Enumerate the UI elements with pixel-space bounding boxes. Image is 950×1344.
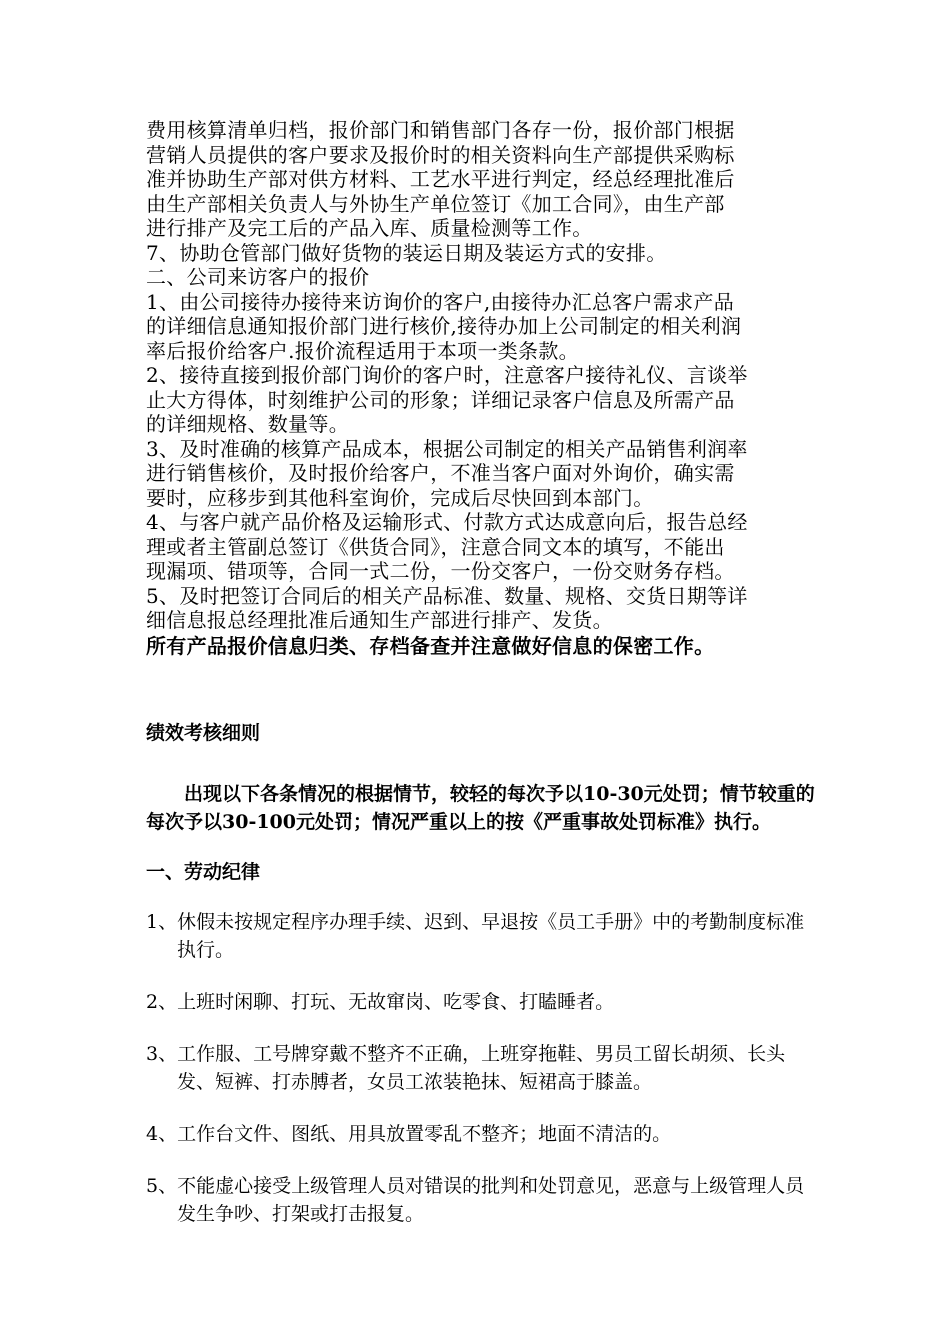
rule-item: 5、不能虚心接受上级管理人员对错误的批判和处罚意见，恶意与上级管理人员发生争吵、打架或打击报复。 [146, 1175, 805, 1225]
text-line: 要时，应移步到其他科室询价，完成后尽快回到本部门。 [146, 485, 654, 510]
rule-item: 2、上班时闲聊、打玩、无故窜岗、吃零食、打瞌睡者。 [146, 991, 615, 1013]
document-page [146, 118, 818, 1225]
section-heading: 二、公司来访客户的报价 [146, 265, 370, 289]
text-line: 细信息报总经理批准后通知生产部进行排产、发货。 [146, 608, 613, 632]
assessment-heading: 绩效考核细则 [146, 722, 261, 744]
text-line: 5、及时把签订合同后的相关产品标准、数量、规格、交货日期等详 [146, 583, 748, 608]
text-line: 的详细信息通知报价部门进行核价,接待办加上公司制定的相关利润 [146, 314, 742, 338]
text-line: 2、接待直接到报价部门询价的客户时，注意客户接待礼仪、言谈举 [146, 363, 748, 387]
confidentiality-note: 所有产品报价信息归类、存档备查并注意做好信息的保密工作。 [146, 633, 715, 658]
text-line: 进行销售核价，及时报价给客户，不准当客户面对外询价，确实需 [146, 461, 735, 485]
text-line: 1、由公司接待办接待来访询价的客户,由接待办汇总客户需求产品 [146, 289, 735, 314]
rule-item: 3、工作服、工号牌穿戴不整齐不正确，上班穿拖鞋、男员工留长胡须、长头发、短裤、打赤膊者，女员工浓装艳抹、短裙高于膝盖。 [146, 1043, 786, 1093]
rule-item: 1、休假未按规定程序办理手续、迟到、早退按《员工手册》中的考勤制度标准执行。 [146, 911, 805, 961]
text-line: 3、及时准确的核算产品成本，根据公司制定的相关产品销售利润率 [146, 436, 748, 461]
text-line: 进行排产及完工后的产品入库、质量检测等工作。 [146, 216, 593, 240]
text-line: 理或者主管副总签订《供货合同》，注意合同文本的填写，不能出 [146, 534, 725, 559]
text-line: 费用核算清单归档，报价部门和销售部门各存一份，报价部门根据 [146, 118, 735, 142]
text-line: 现漏项、错项等，合同一式二份，一份交客户，一份交财务存档。 [146, 559, 735, 583]
text-line: 的详细规格、数量等。 [146, 412, 349, 436]
rule-item: 4、工作台文件、图纸、用具放置零乱不整齐；地面不清洁的。 [146, 1123, 672, 1145]
text-line: 率后报价给客户.报价流程适用于本项一类条款。 [146, 338, 579, 363]
text-line: 7、协助仓管部门做好货物的装运日期及装运方式的安排。 [146, 240, 667, 265]
text-line: 4、与客户就产品价格及运输形式、付款方式达成意向后，报告总经 [146, 510, 748, 534]
text-line: 准并协助生产部对供方材料、工艺水平进行判定，经总经理批准后 [146, 167, 735, 191]
labor-discipline-title: 一、劳动纪律 [146, 861, 261, 883]
text-line: 营销人员提供的客户要求及报价时的相关资料向生产部提供采购标 [146, 142, 735, 167]
text-line: 由生产部相关负责人与外协生产单位签订《加工合同》，由生产部 [146, 191, 725, 216]
text-line: 止大方得体，时刻维护公司的形象；详细记录客户信息及所需产品 [146, 387, 735, 412]
quotation-procedure-section [146, 118, 818, 658]
performance-assessment-section [146, 720, 818, 1228]
assessment-intro: 出现以下各条情况的根据情节，较轻的每次予以10-30元处罚；情节较重的每次予以30-100元处罚；情况严重以上的按《严重事故处罚标准》执行。 [146, 783, 815, 833]
